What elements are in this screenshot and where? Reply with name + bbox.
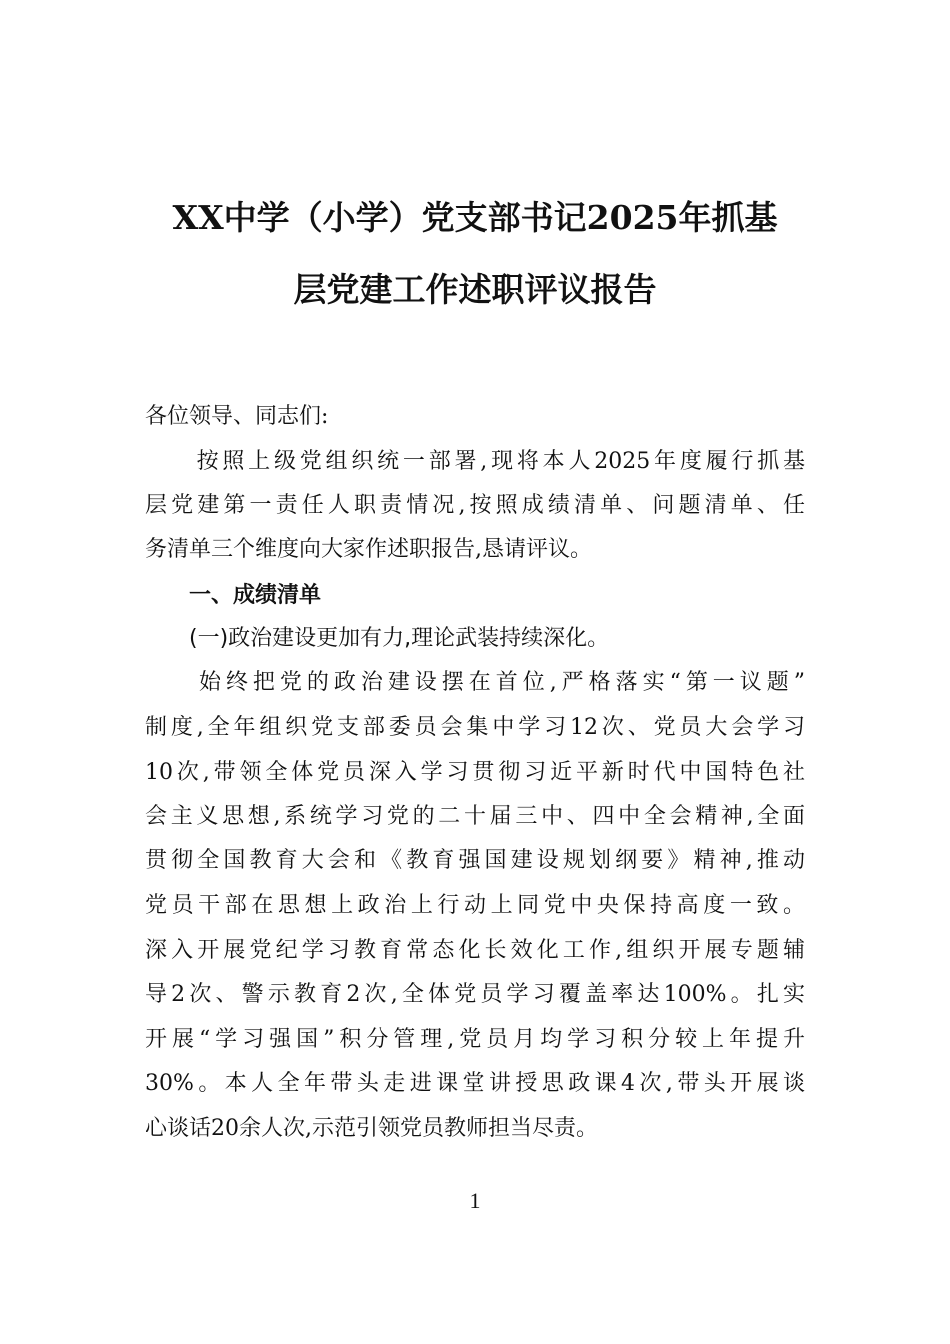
body-line: 制度,全年组织党支部委员会集中学习12次、党员大会学习: [145, 715, 805, 740]
document-title-line-2: 层党建工作述职评议报告: [293, 270, 657, 309]
body-line: 开展“学习强国”积分管理,党员月均学习积分较上年提升: [145, 1027, 805, 1052]
body-line: 贯彻全国教育大会和《教育强国建设规划纲要》精神,推动: [145, 848, 805, 873]
intro-line: 层党建第一责任人职责情况,按照成绩清单、问题清单、任: [145, 493, 805, 518]
body-line: 心谈话20余人次,示范引领党员教师担当尽责。: [145, 1116, 598, 1141]
subsection-heading: (一)政治建设更加有力,理论武装持续深化。: [145, 626, 610, 651]
body-line: 30%。本人全年带头走进课堂讲授思政课4次,带头开展谈: [145, 1071, 805, 1096]
intro-line: 务清单三个维度向大家作述职报告,恳请评议。: [145, 537, 592, 562]
body-line: 会主义思想,系统学习党的二十届三中、四中全会精神,全面: [145, 804, 805, 829]
body-line: 始终把党的政治建设摆在首位,严格落实“第一议题”: [145, 670, 805, 695]
salutation: 各位领导、同志们:: [145, 404, 329, 429]
body-line: 深入开展党纪学习教育常态化长效化工作,组织开展专题辅: [145, 938, 805, 963]
body-line: 10次,带领全体党员深入学习贯彻习近平新时代中国特色社: [145, 760, 805, 785]
body-line: 党员干部在思想上政治上行动上同党中央保持高度一致。: [145, 893, 805, 918]
section-heading: 一、成绩清单: [145, 583, 322, 608]
document-title-line-1: XX中学（小学）党支部书记2025年抓基: [172, 198, 778, 237]
page-number: 1: [469, 1188, 481, 1213]
intro-line: 按照上级党组织统一部署,现将本人2025年度履行抓基: [145, 449, 805, 474]
body-line: 导2次、警示教育2次,全体党员学习覆盖率达100%。扎实: [145, 982, 805, 1007]
